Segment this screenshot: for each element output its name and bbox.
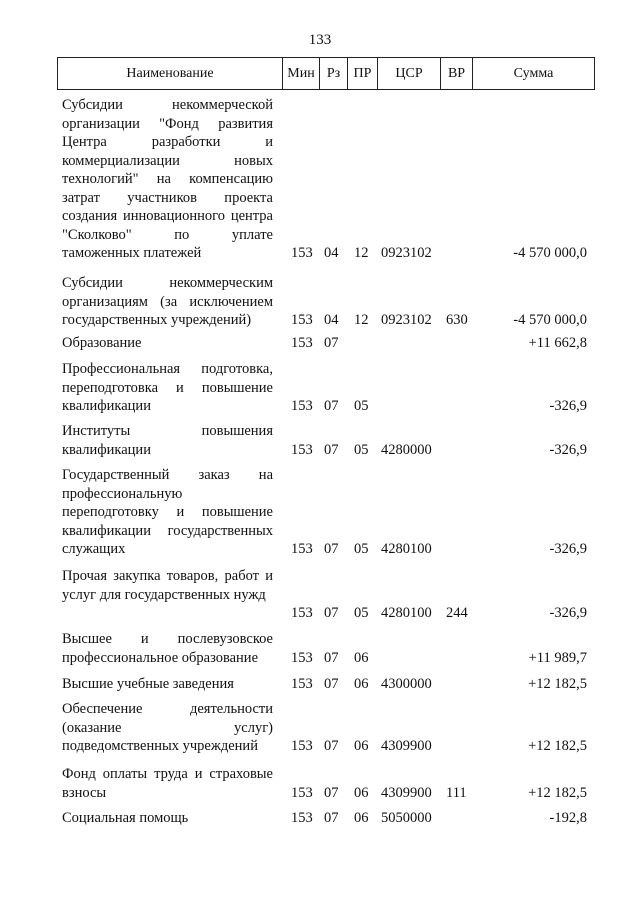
row-min: 153 [291, 810, 313, 826]
row-csr: 4280000 [381, 442, 432, 458]
column-header-name: Наименование [58, 58, 283, 89]
row-name: Субсидии некоммерческим организациям (за исключением государственных учреждений) [62, 275, 273, 328]
row-rz: 07 [324, 398, 339, 414]
row-rz: 07 [324, 676, 339, 692]
row-sum: -192,8 [549, 810, 587, 826]
row-rz: 04 [324, 312, 339, 328]
row-min: 153 [291, 738, 313, 754]
column-header-rz: Рз [320, 58, 348, 89]
row-sum: -4 570 000,0 [513, 312, 587, 328]
row-sum: -326,9 [549, 541, 587, 557]
row-rz: 07 [324, 785, 339, 801]
row-rz: 07 [324, 442, 339, 458]
row-pr: 12 [354, 245, 369, 261]
row-csr: 0923102 [381, 312, 432, 328]
row-rz: 07 [324, 810, 339, 826]
row-sum: +12 182,5 [528, 785, 587, 801]
row-min: 153 [291, 245, 313, 261]
row-pr: 06 [354, 810, 369, 826]
row-name: Субсидии некоммерческой организации "Фонд развития Центра разработки и коммерциализации новых технологий" на компенсацию затрат участников проекта создания инновационного центра "Сколково" по уплате таможенных платежей [62, 97, 273, 261]
row-pr: 05 [354, 541, 369, 557]
row-name: Высшие учебные заведения [62, 676, 234, 692]
row-csr: 4280100 [381, 541, 432, 557]
row-name: Государственный заказ на профессиональную переподготовку и повышение квалификации государственных служащих [62, 467, 273, 557]
row-csr: 4300000 [381, 676, 432, 692]
row-vr: 244 [446, 605, 468, 621]
row-min: 153 [291, 398, 313, 414]
row-sum: +12 182,5 [528, 738, 587, 754]
row-rz: 07 [324, 541, 339, 557]
row-min: 153 [291, 676, 313, 692]
column-header-csr: ЦСР [378, 58, 441, 89]
row-vr: 111 [446, 785, 467, 801]
row-min: 153 [291, 541, 313, 557]
row-pr: 06 [354, 650, 369, 666]
row-min: 153 [291, 650, 313, 666]
row-name: Фонд оплаты труда и страховые взносы [62, 766, 273, 801]
row-pr: 05 [354, 605, 369, 621]
row-pr: 12 [354, 312, 369, 328]
row-name: Профессиональная подготовка, переподготовка и повышение квалификации [62, 361, 273, 414]
row-sum: +11 662,8 [528, 335, 587, 351]
row-name: Образование [62, 335, 142, 351]
row-pr: 06 [354, 785, 369, 801]
table-header [57, 57, 595, 90]
column-header-pr: ПР [348, 58, 378, 89]
row-csr: 4309900 [381, 738, 432, 754]
row-pr: 06 [354, 738, 369, 754]
row-sum: -326,9 [549, 442, 587, 458]
row-name: Прочая закупка товаров, работ и услуг для государственных нужд [62, 568, 273, 603]
row-name: Социальная помощь [62, 810, 189, 826]
row-sum: -326,9 [549, 398, 587, 414]
row-name: Высшее и послевузовское профессиональное образование [62, 631, 273, 666]
row-min: 153 [291, 335, 313, 351]
row-pr: 06 [354, 676, 369, 692]
page-number: 133 [308, 32, 332, 48]
row-rz: 07 [324, 738, 339, 754]
column-header-sum: Сумма [513, 66, 554, 81]
row-sum: +11 989,7 [528, 650, 587, 666]
row-name: Институты повышения квалификации [62, 423, 273, 458]
row-min: 153 [291, 442, 313, 458]
row-sum: -4 570 000,0 [513, 245, 587, 261]
row-sum: +12 182,5 [528, 676, 587, 692]
row-pr: 05 [354, 398, 369, 414]
row-rz: 04 [324, 245, 339, 261]
row-csr: 4280100 [381, 605, 432, 621]
row-min: 153 [291, 605, 313, 621]
row-min: 153 [291, 312, 313, 328]
row-csr: 0923102 [381, 245, 432, 261]
row-vr: 630 [446, 312, 468, 328]
row-min: 153 [291, 785, 313, 801]
row-rz: 07 [324, 335, 339, 351]
row-csr: 4309900 [381, 785, 432, 801]
column-header-min: Мин [283, 58, 320, 89]
row-name: Обеспечение деятельности (оказание услуг) подведомственных учреждений [62, 701, 273, 754]
row-rz: 07 [324, 605, 339, 621]
column-header-vr: ВР [441, 58, 473, 89]
row-csr: 5050000 [381, 810, 432, 826]
row-pr: 05 [354, 442, 369, 458]
row-rz: 07 [324, 650, 339, 666]
row-sum: -326,9 [549, 605, 587, 621]
